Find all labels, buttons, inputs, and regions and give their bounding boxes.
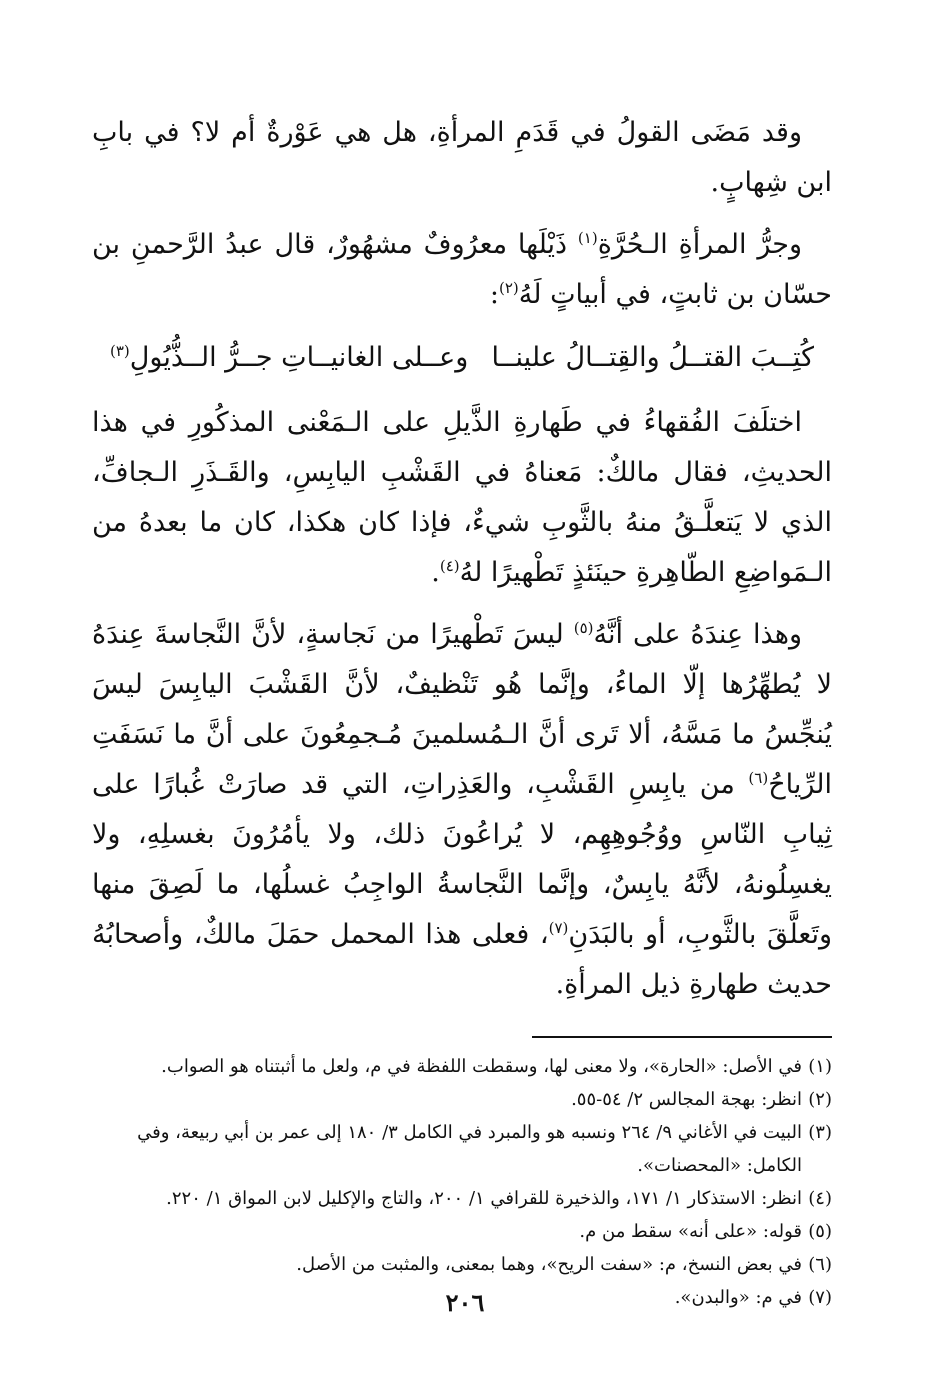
footnote [92,1248,832,1281]
paragraph-text: ، فعلى هذا المحمل حمَلَ مالكٌ، وأصحابُهُ حديث طهارةِ ذيل المرأةِ. [92,919,832,1000]
paragraph-text: : [489,279,499,310]
footnote-marker: (٧) [808,1287,832,1308]
paragraph-text: ليسَ تَطْهيرًا من نَجاسةٍ، لأنَّ النَّجاسةَ عِندَهُ لا يُطهِّرُها إلّا الماءُ، وإنَّما هُو تَنْظيفٌ، لأنَّ القَشْبَ اليابِسَ ليسَ يُنجِّسُ ما مَسَّهُ، ألا تَرى أنَّ الـمُسلمينَ مُـجمِعُونَ على أنَّ ما نَسَفَتِ الرِّياحُ [92,619,832,800]
paragraph [92,398,832,598]
footnote-text: البيت في الأغاني ٩/ ٢٦٤ ونسبه هو والمبرد في الكامل ٣/ ١٨٠ إلى عمر بن أبي ربيعة، وفي الكامل: «المحصنات». [137,1122,802,1176]
paragraph-text: وجرُّ المرأةِ الـحُرَّةِ [597,229,802,260]
footnote-ref: (٥) [573,619,594,637]
verse-first-hemistich: كُتِــبَ القتــلُ والقِتــالُ علينــا [491,342,814,373]
footnote-ref: (٢) [499,279,519,297]
footnote-marker: (١) [808,1056,832,1077]
footnote [92,1182,832,1215]
footnote-ref: (٦) [748,769,769,787]
footnote [92,1116,832,1182]
footnote-marker: (٣) [808,1122,832,1143]
book-page [92,108,832,1314]
paragraphs-before-verse [92,108,832,320]
paragraph [92,220,832,320]
footnote-ref: (٣) [110,342,130,360]
footnote-text: انظر: الاستذكار ١/ ١٧١، والذخيرة للقرافي ١/ ٢٠٠، والتاج والإكليل لابن المواق ١/ ٢٢٠. [166,1188,802,1209]
paragraph-text: ذَيْلَها معرُوفٌ مشهُورٌ، قال عبدُ الرَّحمنِ بن حسّان بن ثابتٍ، في أبياتٍ لَهُ [92,229,832,310]
footnote-ref: (٤) [439,557,460,575]
footnote-text: في بعض النسخ، م: «سفت الريح»، وهما بمعنى، والمثبت من الأصل. [296,1254,802,1275]
footnote-marker: (٦) [808,1254,832,1275]
verse-line [92,332,832,384]
paragraph-text: وهذا عِندَهُ على أنَّهُ [593,619,802,650]
footnote-separator [532,1036,832,1038]
paragraph-text: اختلَفَ الفُقهاءُ في طَهارةِ الذَّيلِ على الـمَعْنى المذكُورِ في هذا الحديثِ، فقال مالكٌ: مَعناهُ في القَشْبِ اليابِسِ، والقَـذَرِ الـجافِّ، الذي لا يَتعلَّـقُ منهُ بالثَّوبِ شيءٌ، فإذا كان هكذا، كان ما بعدهُ من الـمَواضِعِ الطّاهِرةِ حينَئذٍ تَطْهيرًا لهُ [92,407,832,588]
footnote [92,1083,832,1116]
footnote-text: انظر: بهجة المجالس ٢/ ٥٤-٥٥. [571,1089,802,1110]
paragraphs-after-verse [92,398,832,1010]
main-text [92,108,832,1010]
footnote-marker: (٥) [808,1221,832,1242]
footnote-ref: (٧) [548,919,569,937]
footnote-marker: (٢) [808,1089,832,1110]
page-number: ٢٠٦ [445,1288,485,1317]
paragraph-text: . [431,557,440,588]
verse-second-hemistich-text: وعــلى الغانيــاتِ جــرُّ الــذُّيُولِ [129,342,469,373]
paragraph-text: من يابِسِ القَشْبِ، والعَذِراتِ، التي قد صارَتْ غُبارًا على ثِيابِ النّاسِ ووُجُوهِهِم، لا يُراعُونَ ذلك، ولا يأمُرُونَ بغسلِهِ، ولا يغسِلُونهُ، لأنَّهُ يابِسٌ، وإنَّما النَّجاسةُ الواجِبُ غسلُها، ما لَصِقَ منها وتَعلَّقَ بالثَّوبِ، أو بالبَدَنِ [92,769,832,950]
paragraph [92,610,832,1010]
verse-second-hemistich [110,332,468,384]
footnotes [92,1050,832,1314]
footnote [92,1215,832,1248]
footnote-marker: (٤) [808,1188,832,1209]
footnote [92,1050,832,1083]
footnote-text: في الأصل: «الحارة»، ولا معنى لها، وسقطت اللفظة في م، ولعل ما أثبتناه هو الصواب. [161,1056,802,1077]
paragraph-text: وقد مَضَى القولُ في قَدَمِ المرأةِ، هل هي عَوْرةٌ أم لا؟ في بابِ ابن شِهابٍ. [92,117,832,198]
footnote-text: في م: «والبدن». [674,1287,802,1308]
footnote-ref: (١) [577,229,598,247]
footnote-text: قوله: «على أنه» سقط من م. [579,1221,802,1242]
paragraph [92,108,832,208]
